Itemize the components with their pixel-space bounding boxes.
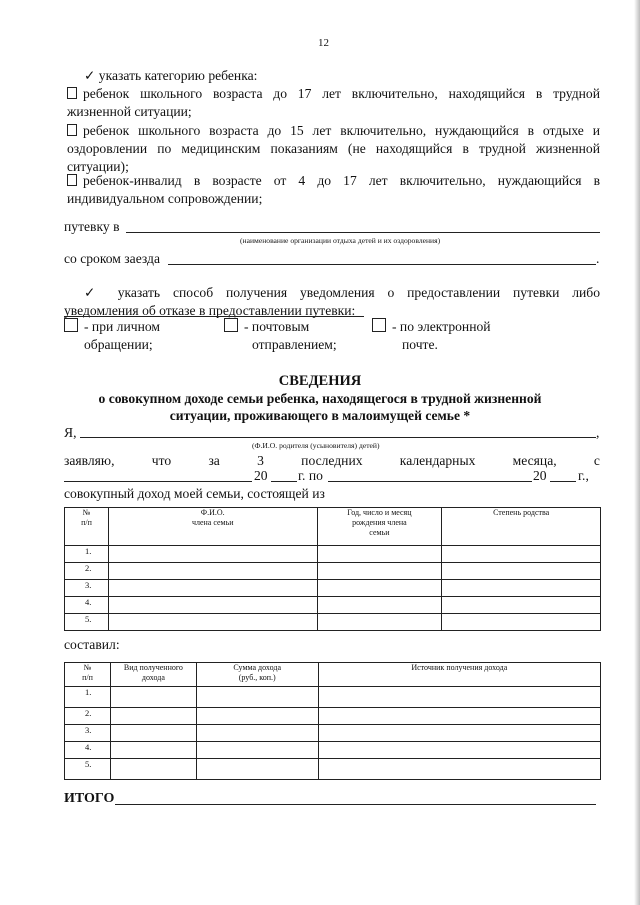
- table-row: 1.: [65, 546, 601, 563]
- table-row: 5.: [65, 759, 601, 780]
- checkbox-icon[interactable]: [224, 318, 238, 332]
- checkbox-icon[interactable]: [64, 318, 78, 332]
- header-relation: Степень родства: [442, 508, 601, 546]
- header-name: Ф.И.О. члена семьи: [108, 508, 317, 546]
- family-table: [64, 507, 601, 631]
- table-row: 4.: [65, 597, 601, 614]
- year-prefix: 20: [254, 468, 268, 483]
- term-end: .: [596, 251, 600, 266]
- table-row: 3.: [65, 580, 601, 597]
- g-po-label: г. по: [298, 468, 323, 483]
- parent-caption: (Ф.И.О. родителя (усыновителя) детей): [252, 441, 380, 450]
- table-row: 2.: [65, 563, 601, 580]
- family-table-header: [65, 508, 601, 546]
- g-end: г.,: [578, 468, 589, 483]
- category-option-1: ребенок школьного возраста до 17 лет включительно, находящийся в трудной жизненной ситуации;: [67, 86, 600, 119]
- income-table-header: [65, 663, 601, 687]
- header-number: № п/п: [65, 508, 109, 546]
- year-prefix-2: 20: [533, 468, 547, 483]
- i-end: ,: [596, 425, 600, 440]
- info-subtitle-line1: о совокупном доходе семьи ребенка, находящегося в трудной жизненной: [98, 391, 542, 406]
- parent-name-field[interactable]: [80, 437, 596, 438]
- notification-option-mail: - почтовым отправлением;: [224, 318, 337, 354]
- info-title: СВЕДЕНИЯ: [278, 373, 362, 389]
- date-from-field[interactable]: [64, 481, 252, 482]
- date-to-field[interactable]: [328, 481, 532, 482]
- voucher-organization-field[interactable]: [126, 232, 600, 233]
- income-table: [64, 662, 601, 780]
- table-row: 1.: [65, 687, 601, 708]
- term-label: со сроком заезда: [64, 251, 160, 266]
- checkbox-icon[interactable]: [67, 124, 77, 136]
- notification-option-email: - по электронной почте.: [372, 318, 491, 354]
- total-field[interactable]: [115, 804, 596, 805]
- header-birth: Год, число и месяц рождения члена семьи: [317, 508, 442, 546]
- notification-underline: [64, 316, 364, 317]
- category-option-3: ребенок-инвалид в возрасте от 4 до 17 лет включительно, нуждающийся в индивидуальном сопровождении;: [67, 173, 600, 206]
- table-row: 3.: [65, 725, 601, 742]
- table-row: 4.: [65, 742, 601, 759]
- total-label: ИТОГО: [64, 791, 115, 806]
- voucher-label: путевку в: [64, 219, 120, 234]
- checkbox-icon[interactable]: [372, 318, 386, 332]
- family-income-label: совокупный доход моей семьи, состоящей из: [64, 486, 325, 501]
- header-number: № п/п: [65, 663, 111, 687]
- checkbox-icon[interactable]: [67, 174, 77, 186]
- checkbox-icon[interactable]: [67, 87, 77, 99]
- year-to-field[interactable]: [550, 481, 576, 482]
- made-up-label: составил:: [64, 637, 120, 652]
- i-label: Я,: [64, 425, 77, 440]
- term-field[interactable]: [168, 264, 596, 265]
- voucher-caption: (наименование организации отдыха детей и их оздоровления): [240, 236, 441, 245]
- page-edge-shadow: [634, 0, 640, 905]
- header-income-type: Вид полученного дохода: [110, 663, 196, 687]
- table-row: 5.: [65, 614, 601, 631]
- category-heading: ✓ указать категорию ребенка:: [84, 68, 258, 83]
- header-income-sum: Сумма дохода (руб., коп.): [196, 663, 318, 687]
- header-income-source: Источник получения дохода: [318, 663, 600, 687]
- page-number: 12: [318, 37, 329, 49]
- table-row: 2.: [65, 708, 601, 725]
- notification-heading: ✓ указать способ получения уведомления о предоставлении путевки либо уведомления об отказе в предоставлении путевки:: [64, 285, 600, 318]
- notification-option-personal: - при личном обращении;: [64, 318, 160, 354]
- year-from-field[interactable]: [271, 481, 297, 482]
- category-option-2: ребенок школьного возраста до 15 лет включительно, нуждающийся в отдыхе и оздоровлении по медицинским показаниям (не находящийся в трудной жизненной ситуации);: [67, 123, 600, 174]
- info-subtitle-line2: ситуации, проживающего в малоимущей семье *: [169, 408, 471, 423]
- declare-line: заявляю, что за 3 последних календарных месяца, с: [64, 453, 600, 468]
